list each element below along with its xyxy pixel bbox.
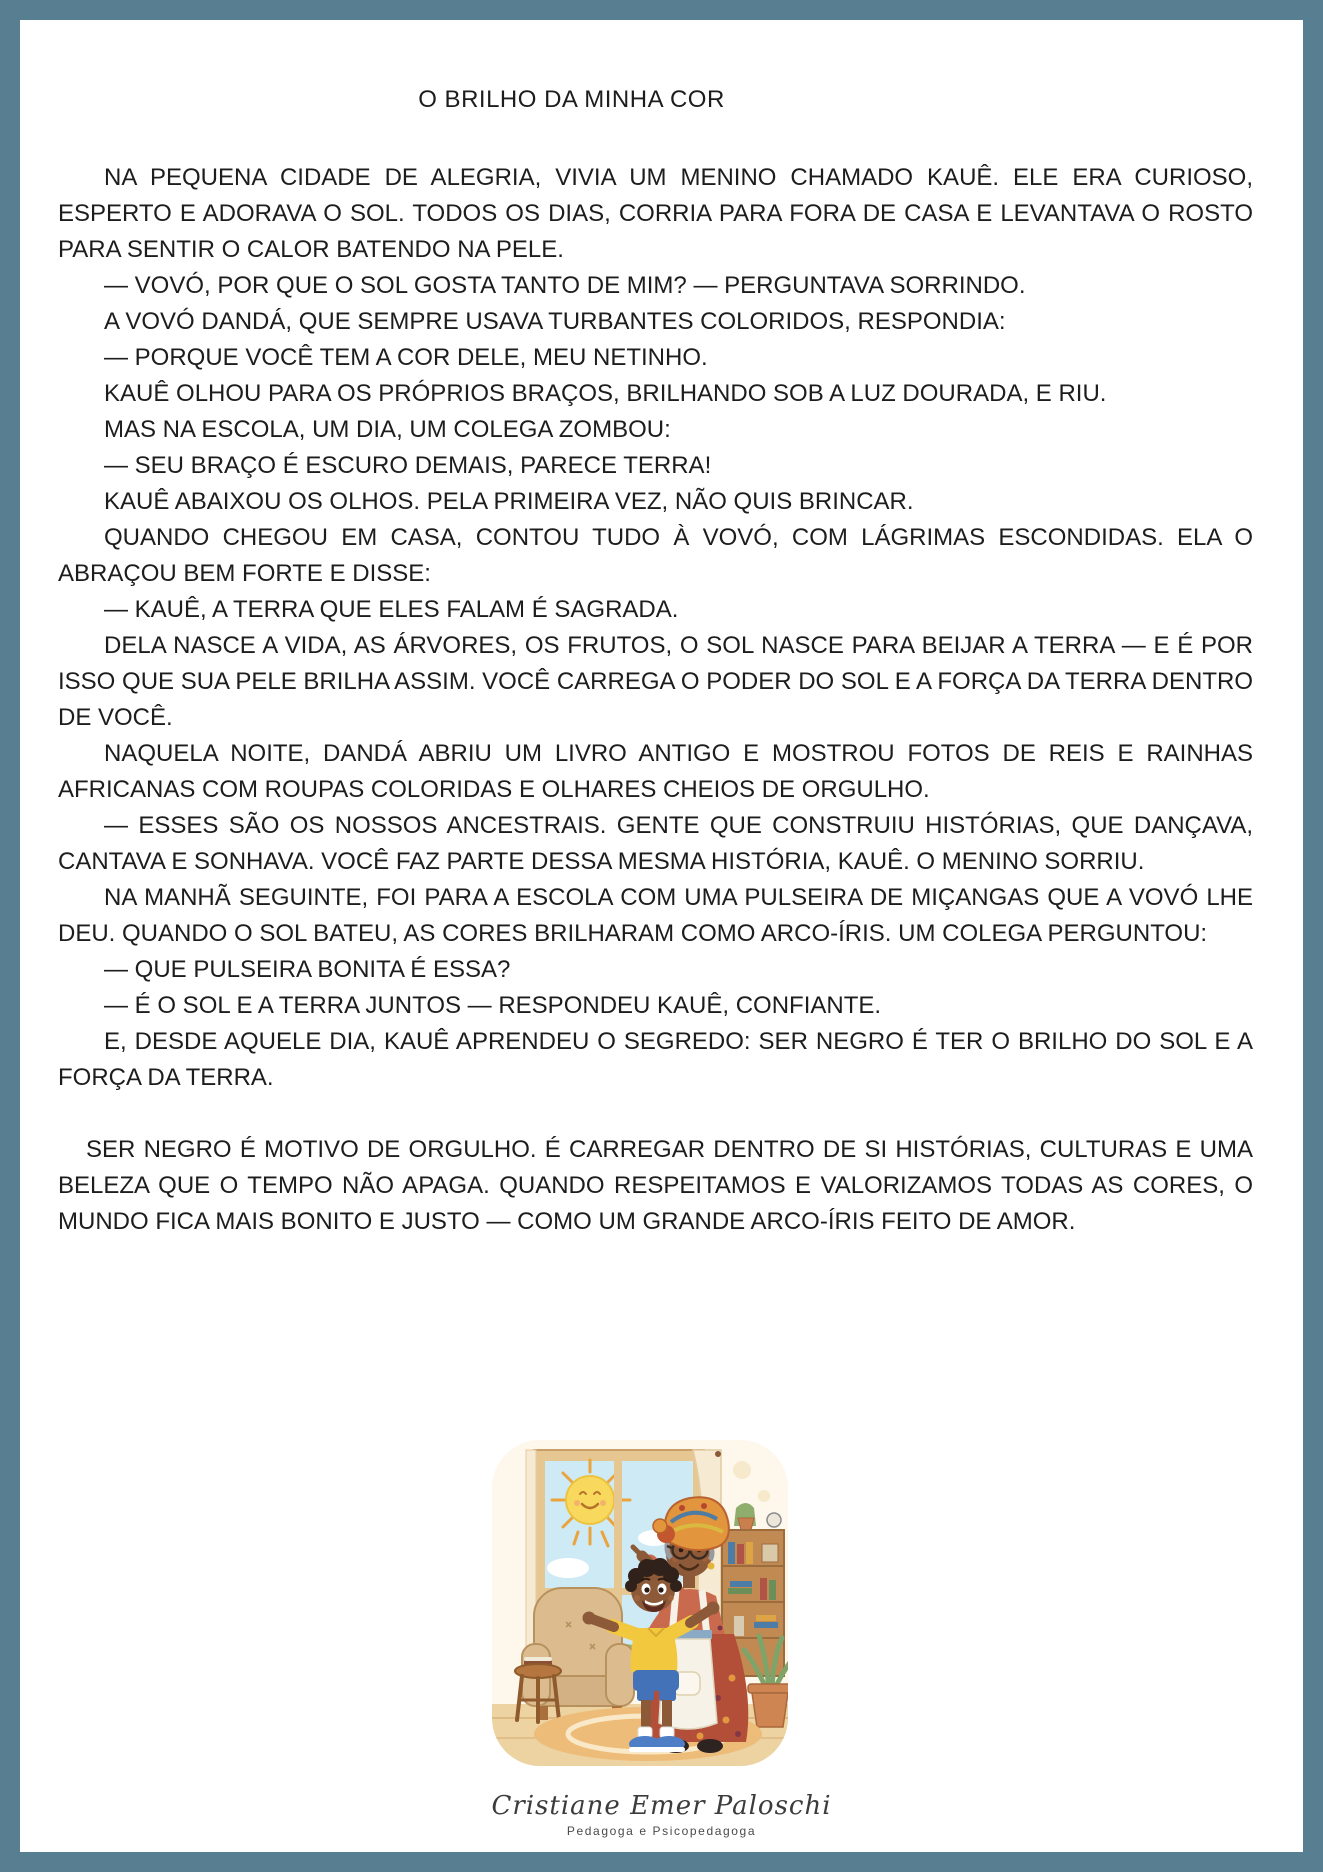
story-illustration (490, 1438, 790, 1768)
story-paragraph: — KAUÊ, A TERRA QUE ELES FALAM É SAGRADA. (104, 596, 679, 623)
story-paragraph: — É O SOL E A TERRA JUNTOS — RESPONDEU KAUÊ, CONFIANTE. (104, 992, 882, 1019)
story-paragraph: A VOVÓ DANDÁ, QUE SEMPRE USAVA TURBANTES COLORIDOS, RESPONDIA: (104, 308, 1006, 335)
story-paragraph: KAUÊ ABAIXOU OS OLHOS. PELA PRIMEIRA VEZ, NÃO QUIS BRINCAR. (104, 488, 914, 515)
signature-role: Pedagoga e Psicopedagoga (566, 1824, 757, 1838)
story-body (58, 160, 1253, 1096)
story-paragraph: NA PEQUENA CIDADE DE ALEGRIA, VIVIA UM MENINO CHAMADO KAUÊ. ELE ERA CURIOSO, ESPERTO E ADORAVA O SOL. TODOS OS DIAS, CORRIA PARA FORA DE CASA E LEVANTAVA O ROSTO PARA SENTIR O CALOR BATENDO NA PELE. (58, 164, 1253, 263)
story-paragraph: NAQUELA NOITE, DANDÁ ABRIU UM LIVRO ANTIGO E MOSTROU FOTOS DE REIS E RAINHAS AFRICANAS COM ROUPAS COLORIDAS E OLHARES CHEIOS DE ORGULHO. (58, 740, 1253, 803)
story-paragraph: NA MANHÃ SEGUINTE, FOI PARA A ESCOLA COM UMA PULSEIRA DE MIÇANGAS QUE A VOVÓ LHE DEU. QUANDO O SOL BATEU, AS CORES BRILHARAM COMO ARCO-ÍRIS. UM COLEGA PERGUNTOU: (58, 884, 1253, 947)
story-paragraph: — PORQUE VOCÊ TEM A COR DELE, MEU NETINHO. (104, 344, 708, 371)
signature-block (20, 1792, 1303, 1838)
story-paragraph: KAUÊ OLHOU PARA OS PRÓPRIOS BRAÇOS, BRILHANDO SOB A LUZ DOURADA, E RIU. (104, 380, 1107, 407)
signature-name: Cristiane Emer Paloschi (491, 1791, 832, 1821)
story-paragraph: QUANDO CHEGOU EM CASA, CONTOU TUDO À VOVÓ, COM LÁGRIMAS ESCONDIDAS. ELA O ABRAÇOU BEM FORTE E DISSE: (58, 524, 1253, 587)
closing-paragraph: SER NEGRO É MOTIVO DE ORGULHO. É CARREGAR DENTRO DE SI HISTÓRIAS, CULTURAS E UMA BELEZA QUE O TEMPO NÃO APAGA. QUANDO RESPEITAMOS E VALORIZAMOS TODAS AS CORES, O MUNDO FICA MAIS BONITO E JUSTO — COMO UM GRANDE ARCO-ÍRIS FEITO DE AMOR. (58, 1136, 1253, 1235)
story-paragraph: — QUE PULSEIRA BONITA É ESSA? (104, 956, 511, 983)
story-paragraph: — SEU BRAÇO É ESCURO DEMAIS, PARECE TERRA! (104, 452, 712, 479)
document-page (20, 20, 1303, 1852)
story-paragraph: DELA NASCE A VIDA, AS ÁRVORES, OS FRUTOS, O SOL NASCE PARA BEIJAR A TERRA — E É POR ISSO QUE SUA PELE BRILHA ASSIM. VOCÊ CARREGA O PODER DO SOL E A FORÇA DA TERRA DENTRO DE VOCÊ. (58, 632, 1254, 731)
story-paragraph: E, DESDE AQUELE DIA, KAUÊ APRENDEU O SEGREDO: SER NEGRO É TER O BRILHO DO SOL E A FORÇA DA TERRA. (58, 1028, 1253, 1091)
story-paragraph: — VOVÓ, POR QUE O SOL GOSTA TANTO DE MIM? — PERGUNTAVA SORRINDO. (104, 272, 1026, 299)
grandmother-and-boy-illustration (490, 1438, 790, 1768)
story-paragraph: — ESSES SÃO OS NOSSOS ANCESTRAIS. GENTE QUE CONSTRUIU HISTÓRIAS, QUE DANÇAVA, CANTAVA E SONHAVA. VOCÊ FAZ PARTE DESSA MESMA HISTÓRIA, KAUÊ. O MENINO SORRIU. (58, 812, 1253, 875)
story-title: O BRILHO DA MINHA COR (418, 86, 725, 113)
story-paragraph: MAS NA ESCOLA, UM DIA, UM COLEGA ZOMBOU: (104, 416, 671, 443)
